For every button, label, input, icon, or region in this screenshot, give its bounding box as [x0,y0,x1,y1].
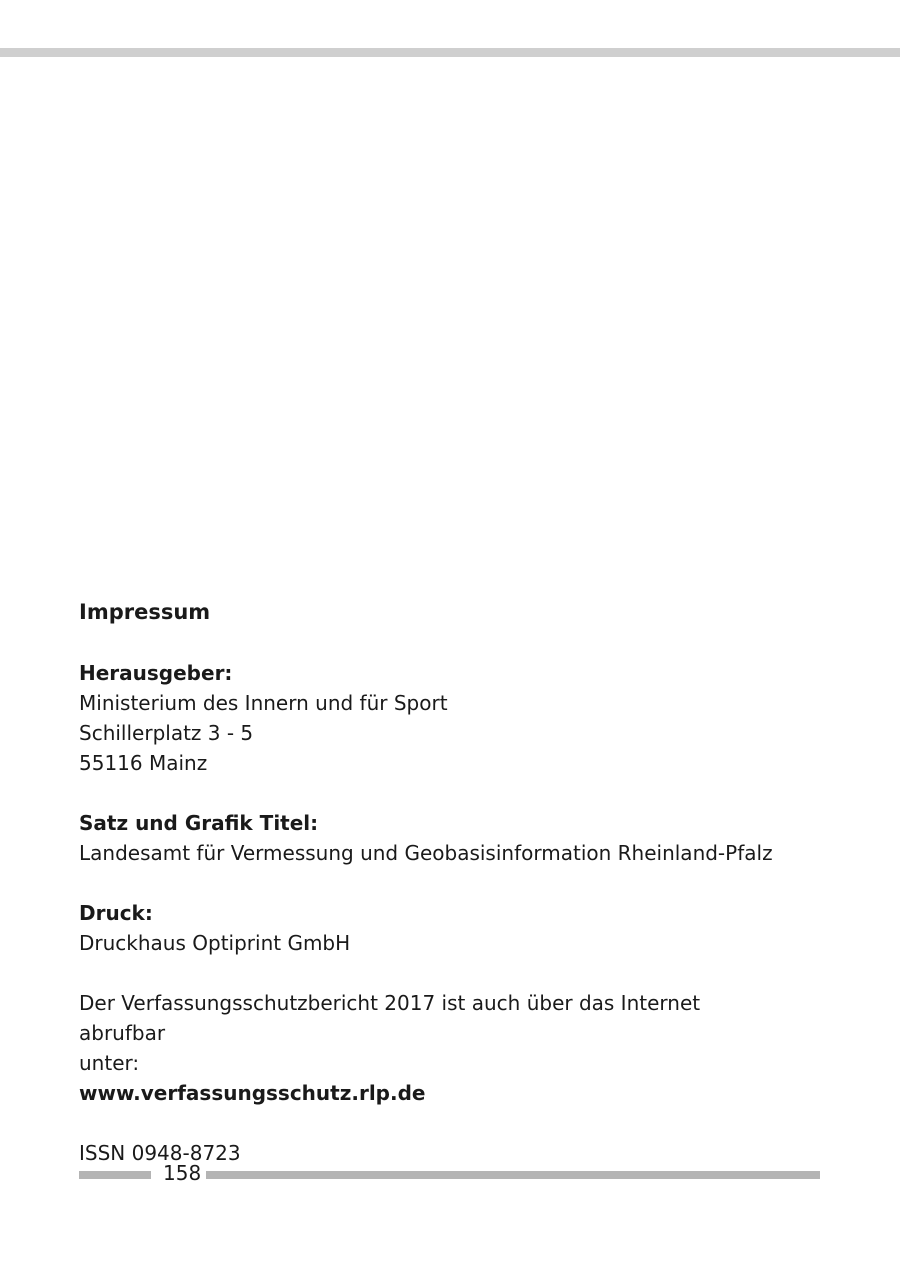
herausgeber-line: Schillerplatz 3 - 5 [79,721,254,745]
top-rule [0,48,900,57]
website-link[interactable]: www.verfassungsschutz.rlp.de [79,1081,426,1105]
page-number: 158 [163,1161,202,1185]
satz-block [79,808,779,868]
herausgeber-label: Herausgeber: [79,661,233,685]
herausgeber-line: Ministerium des Innern und für Sport [79,691,448,715]
impressum-title: Impressum [79,600,211,624]
footer-bar-right [206,1171,820,1179]
internet-block [79,988,779,1108]
page-footer [79,1158,820,1188]
herausgeber-line: 55116 Mainz [79,751,208,775]
internet-line: unter: [79,1051,140,1075]
druck-line: Druckhaus Optiprint GmbH [79,931,351,955]
footer-bar-left [79,1171,151,1179]
druck-block [79,898,779,958]
satz-label: Satz und Grafik Titel: [79,811,319,835]
herausgeber-block [79,658,779,778]
internet-line: Der Verfassungsschutzbericht 2017 ist auch über das Internet abrufbar [79,991,701,1045]
issn-text: ISSN 0948-8723 [79,1141,241,1165]
druck-label: Druck: [79,901,153,925]
satz-line: Landesamt für Vermessung und Geobasisinformation Rheinland-Pfalz [79,841,773,865]
impressum-section [79,596,779,1168]
